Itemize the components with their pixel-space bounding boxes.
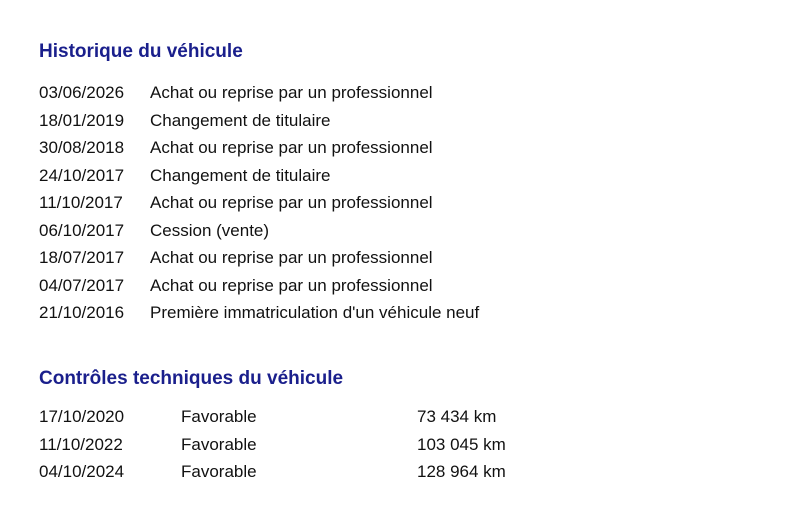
history-event: Achat ou reprise par un professionnel <box>150 138 433 157</box>
history-date: 30/08/2018 <box>39 138 125 157</box>
inspection-date: 04/10/2024 <box>39 462 125 481</box>
history-date: 06/10/2017 <box>39 220 125 240</box>
inspection-row <box>39 458 506 486</box>
inspections-list <box>39 403 506 486</box>
history-date: 04/07/2017 <box>39 275 125 295</box>
history-event: Changement de titulaire <box>150 110 331 130</box>
history-event: Cession (vente) <box>150 220 270 240</box>
inspection-result: Favorable <box>181 434 257 454</box>
history-date: 21/10/2016 <box>39 303 125 322</box>
history-event: Achat ou reprise par un professionnel <box>150 248 433 267</box>
history-event: Changement de titulaire <box>150 165 331 185</box>
history-row <box>39 162 479 190</box>
history-row <box>39 134 479 162</box>
history-date: 24/10/2017 <box>39 165 125 185</box>
history-event: Achat ou reprise par un professionnel <box>150 275 433 295</box>
inspections-section-title: Contrôles techniques du véhicule <box>39 368 344 389</box>
inspection-result: Favorable <box>181 462 257 481</box>
history-row <box>39 79 479 107</box>
inspection-row <box>39 431 506 459</box>
history-row <box>39 189 479 217</box>
inspection-mileage: 103 045 km <box>417 434 506 454</box>
inspection-mileage: 73 434 km <box>417 407 497 426</box>
history-date: 11/10/2017 <box>39 193 123 212</box>
history-row <box>39 107 479 135</box>
inspection-mileage: 128 964 km <box>417 462 506 481</box>
history-row <box>39 299 479 327</box>
history-event: Première immatriculation d'un véhicule neuf <box>150 303 480 322</box>
history-event: Achat ou reprise par un professionnel <box>150 193 433 212</box>
history-list <box>39 79 479 327</box>
history-section-title: Historique du véhicule <box>39 41 243 62</box>
history-date: 03/06/2026 <box>39 83 125 102</box>
history-date: 18/07/2017 <box>39 248 125 267</box>
inspection-result: Favorable <box>181 407 257 426</box>
history-row <box>39 244 479 272</box>
inspection-date: 17/10/2020 <box>39 407 125 426</box>
history-date: 18/01/2019 <box>39 110 125 130</box>
inspection-date: 11/10/2022 <box>39 434 123 454</box>
history-event: Achat ou reprise par un professionnel <box>150 83 433 102</box>
inspection-row <box>39 403 506 431</box>
history-row <box>39 217 479 245</box>
history-row <box>39 272 479 300</box>
